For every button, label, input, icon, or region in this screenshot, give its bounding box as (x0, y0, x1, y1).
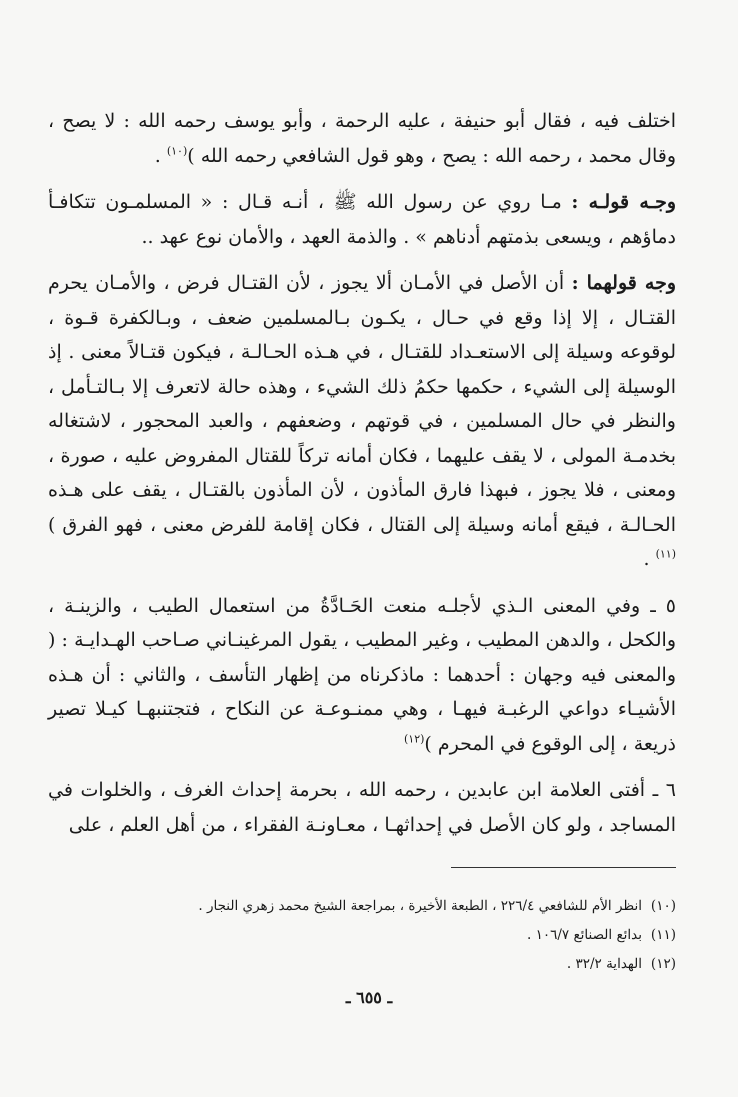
footnotes (48, 892, 676, 979)
paragraph-4 (48, 589, 676, 762)
paragraph-text: ٦ ـ أفتى العلامة ابن عابدين ، رحمه الله ، بحرمة إحداث الغرف ، والخلوات في المساجد ، ولو كان الأصل في إحداثهـا ، معـاونـة الفقراء ، من أهل العلم ، على (48, 779, 676, 836)
paragraph-lead: وجـه قولـه : (571, 191, 677, 213)
paragraph-tail: . (643, 548, 656, 570)
page-number: ـ ٦٥٥ ـ (345, 988, 393, 1007)
paragraph-text: ٥ ـ وفي المعنى الـذي لأجلـه منعت الحَـادَّةُ من استعمال الطيب ، والزينـة ، والكحل ، والدهن المطيب ، وغير المطيب ، يقول المرغينـاني صـاحب الهـدايـة : ( والمعنى فيه وجهان : أحدهما : ماذكرناه من إظهار التأسف ، والثاني : أن هـذه الأشيـاء دواعي الرغبـة فيهـا ، وهي ممنـوعـة عن النكاح ، فتجتنبهـا كيـلا تصير ذريعة ، إلى الوقوع في المحرم ) (48, 594, 676, 755)
paragraph-text: مـا روي عن رسول الله ﷺ ، أنـه قـال : « المسلمـون تتكافـأ دماؤهم ، ويسعى بذمتهم أدناهم » . والذمة العهد ، والأمان نوع عهد .. (48, 191, 676, 248)
footnote-number: (١٠) (650, 898, 676, 914)
footnote-item (48, 950, 676, 979)
footnote-item (48, 921, 676, 950)
footnote-text: بدائع الصنائع ١٠٦/٧ . (527, 927, 642, 943)
paragraph-2 (48, 185, 676, 254)
footnote-ref: (١١) (655, 547, 676, 561)
footnote-text: انظر الأم للشافعي ٢٢٦/٤ ، الطبعة الأخيرة ، بمراجعة الشيخ محمد زهري النجار . (198, 898, 642, 914)
footnote-ref: (١٢) (404, 732, 425, 746)
paragraph-text: أن الأصل في الأمـان ألا يجوز ، لأن القتـال فرض ، والأمـان يحرم القتـال ، إلا إذا وقع في حـال ، يكـون بـالمسلمين ضعف ، وبـالكفرة قـوة ، لوقوعه وسيلة إلى الاستعـداد للقتـال ، في هـذه الحـالـة ، فيكون قتـالاً معنى . إذ الوسيلة إلى الشيء ، حكمها حكمُ ذلك الشيء ، وهذه حالة لاتعرف إلا بـالتـأمل ، والنظر في حال المسلمين ، في قوتهم ، وضعفهم ، والعبد المحجور ، لاشتغاله بخدمـة المولى ، لا يقف عليهما ، فكان أمانه تركاً للقتال المفروض عليه ، صورة ، ومعنى ، فلا يجوز ، فبهذا فارق المأذون ، لأن المأذون بالقتـال ، يقف على هـذه الحـالـة ، فيقع أمانه وسيلة إلى القتال ، فكان إقامة للفرض معنى ، فهو الفرق ) (48, 272, 676, 536)
footnote-item (48, 892, 676, 921)
paragraph-5 (48, 773, 676, 842)
footnote-divider (451, 867, 676, 868)
footnote-ref: (١٠) (166, 144, 188, 158)
paragraph-tail: . (154, 144, 167, 167)
main-text (48, 104, 676, 854)
footnote-number: (١١) (650, 927, 676, 943)
paragraph-3 (48, 266, 676, 577)
paragraph-text: اختلف فيه ، فقال أبو حنيفة ، عليه الرحمة ، وأبو يوسف رحمه الله : لا يصح ، وقال محمد ، رحمه الله : يصح ، وهو قول الشافعي رحمه الله ) (48, 110, 676, 167)
paragraph-1 (48, 104, 676, 173)
footnote-text: الهداية ٣٢/٢ . (566, 956, 642, 972)
paragraph-lead: وجه قولهما : (571, 272, 676, 294)
footnote-number: (١٢) (650, 956, 676, 972)
